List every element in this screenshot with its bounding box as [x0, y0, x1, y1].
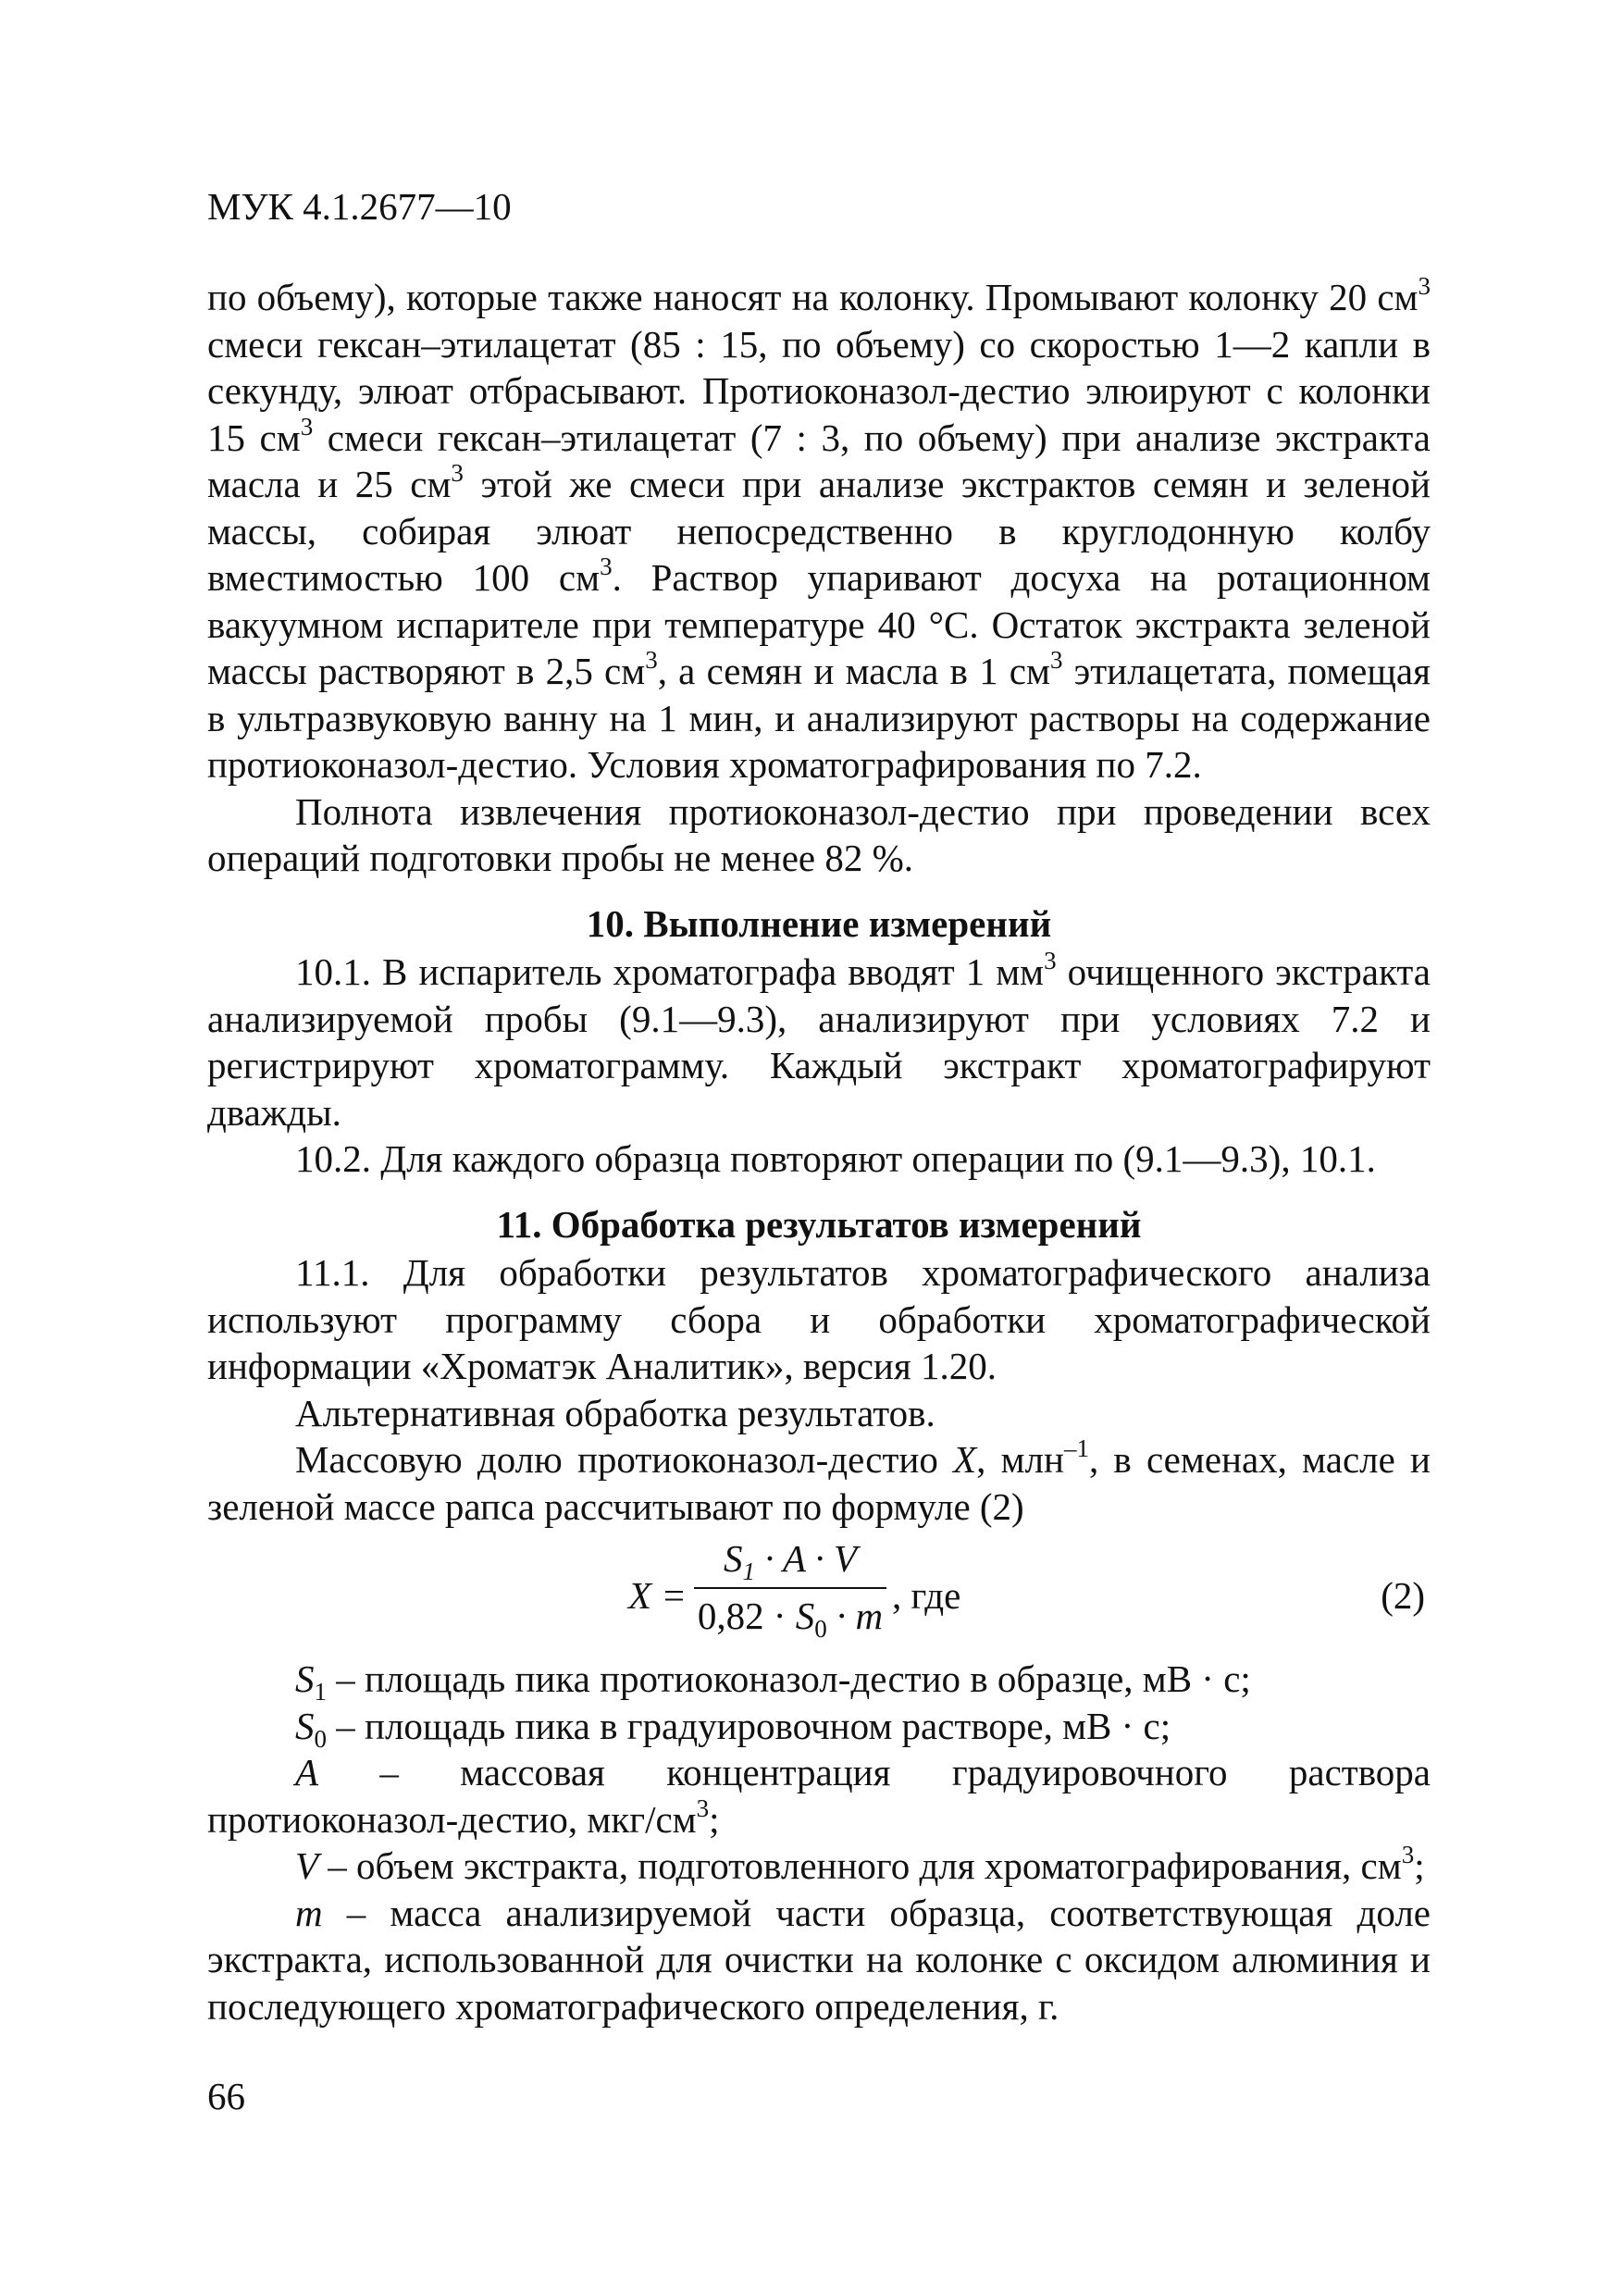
- page-header: МУК 4.1.2677—10: [207, 185, 512, 228]
- definition-m: m – масса анализируемой части образца, соответствующая доле экстракта, использованной для очистки на колонке с оксидом алюминия и последующего хроматографического определения, г.: [207, 1891, 1431, 2028]
- paragraph-alternative-processing: Альтернативная обработка результатов.: [295, 1391, 935, 1434]
- formula-where: , где: [892, 1574, 961, 1617]
- section-heading-10: 10. Выполнение измерений: [586, 901, 1052, 945]
- section-heading-11: 11. Обработка результатов измерений: [496, 1202, 1142, 1246]
- paragraph-extraction-completeness: Полнота извлечения протиоконазол-дестио при проведении всех операций подготовки пробы не менее 82 %.: [207, 789, 1431, 879]
- paragraph-11-1: 11.1. Для обработки результатов хроматографического анализа используют программу сбора и обработки хроматографической информации «Хроматэк Аналитик», версия 1.20.: [207, 1251, 1431, 1387]
- formula-denominator: $0,82 \cdot S_0 \cdot m$: [697, 1595, 884, 1644]
- definition-s0: $S_0$ – площадь пика в градуировочном растворе, мВ · с;: [295, 1704, 1171, 1753]
- paragraph-column-cleanup: по объему), которые также наносят на колонку. Промывают колонку 20 $см^3$ смеси гексан–этилацетат (85 : 15, по объему) со скоростью 1—2 капли в секунду, элюат отбрасывают. Протиоконазол-дестио элюируют с колонки 15 $см^3$ смеси гексан–этилацетат (7 : 3, по объему) при анализе экстракта масла и 25 $см^3$ этой же смеси при анализе экстрактов семян и зеленой массы, собирая элюат непосредственно в круглодонную колбу вместимостью 100 $см^3$. Раствор упаривают досуха на ротационном вакуумном испарителе при температуре 40 °С. Остаток экстракта зеленой массы растворяют в 2,5 $см^3$, а семян и масла в 1 $см^3$ этилацетата, помещая в ультразвуковую ванну на 1 мин, и анализируют растворы на содержание протиоконазол-дестио. Условия хроматографирования по 7.2.: [207, 272, 1431, 786]
- formula-lhs: X =: [628, 1574, 687, 1617]
- formula-fraction: [694, 1533, 886, 1644]
- definition-a: A – массовая концентрация градуировочного раствора протиоконазол-дестио, мкг/$см^3$;: [207, 1751, 1431, 1841]
- page-number: 66: [207, 2075, 245, 2117]
- formula-number: (2): [1381, 1574, 1425, 1617]
- fraction-bar: [694, 1587, 886, 1589]
- paragraph-10-2: 10.2. Для каждого образца повторяют операции по (9.1—9.3), 10.1.: [295, 1137, 1376, 1180]
- paragraph-10-1: 10.1. В испаритель хроматографа вводят 1 $мм^3$ очищенного экстракта анализируемой пробы (9.1—9.3), анализируют при условиях 7.2 и регистрируют хроматограмму. Каждый экстракт хроматографируют дважды.: [207, 947, 1431, 1134]
- definition-v: V – объем экстракта, подготовленного для хроматографирования, $см^3$;: [295, 1841, 1425, 1887]
- formula-numerator: $S_1 \cdot A \cdot V$: [723, 1537, 858, 1586]
- paragraph-mass-fraction: Массовую долю протиоконазол-дестио X, млн$^{-1}$, в семенах, масле и зеленой массе рапса рассчитывают по формуле (2): [207, 1434, 1431, 1528]
- definition-s1: $S_1$ – площадь пика протиоконазол-дестио в образце, мВ · с;: [295, 1657, 1251, 1706]
- document-body: [207, 274, 1431, 2029]
- formula-2: [207, 1533, 1431, 1650]
